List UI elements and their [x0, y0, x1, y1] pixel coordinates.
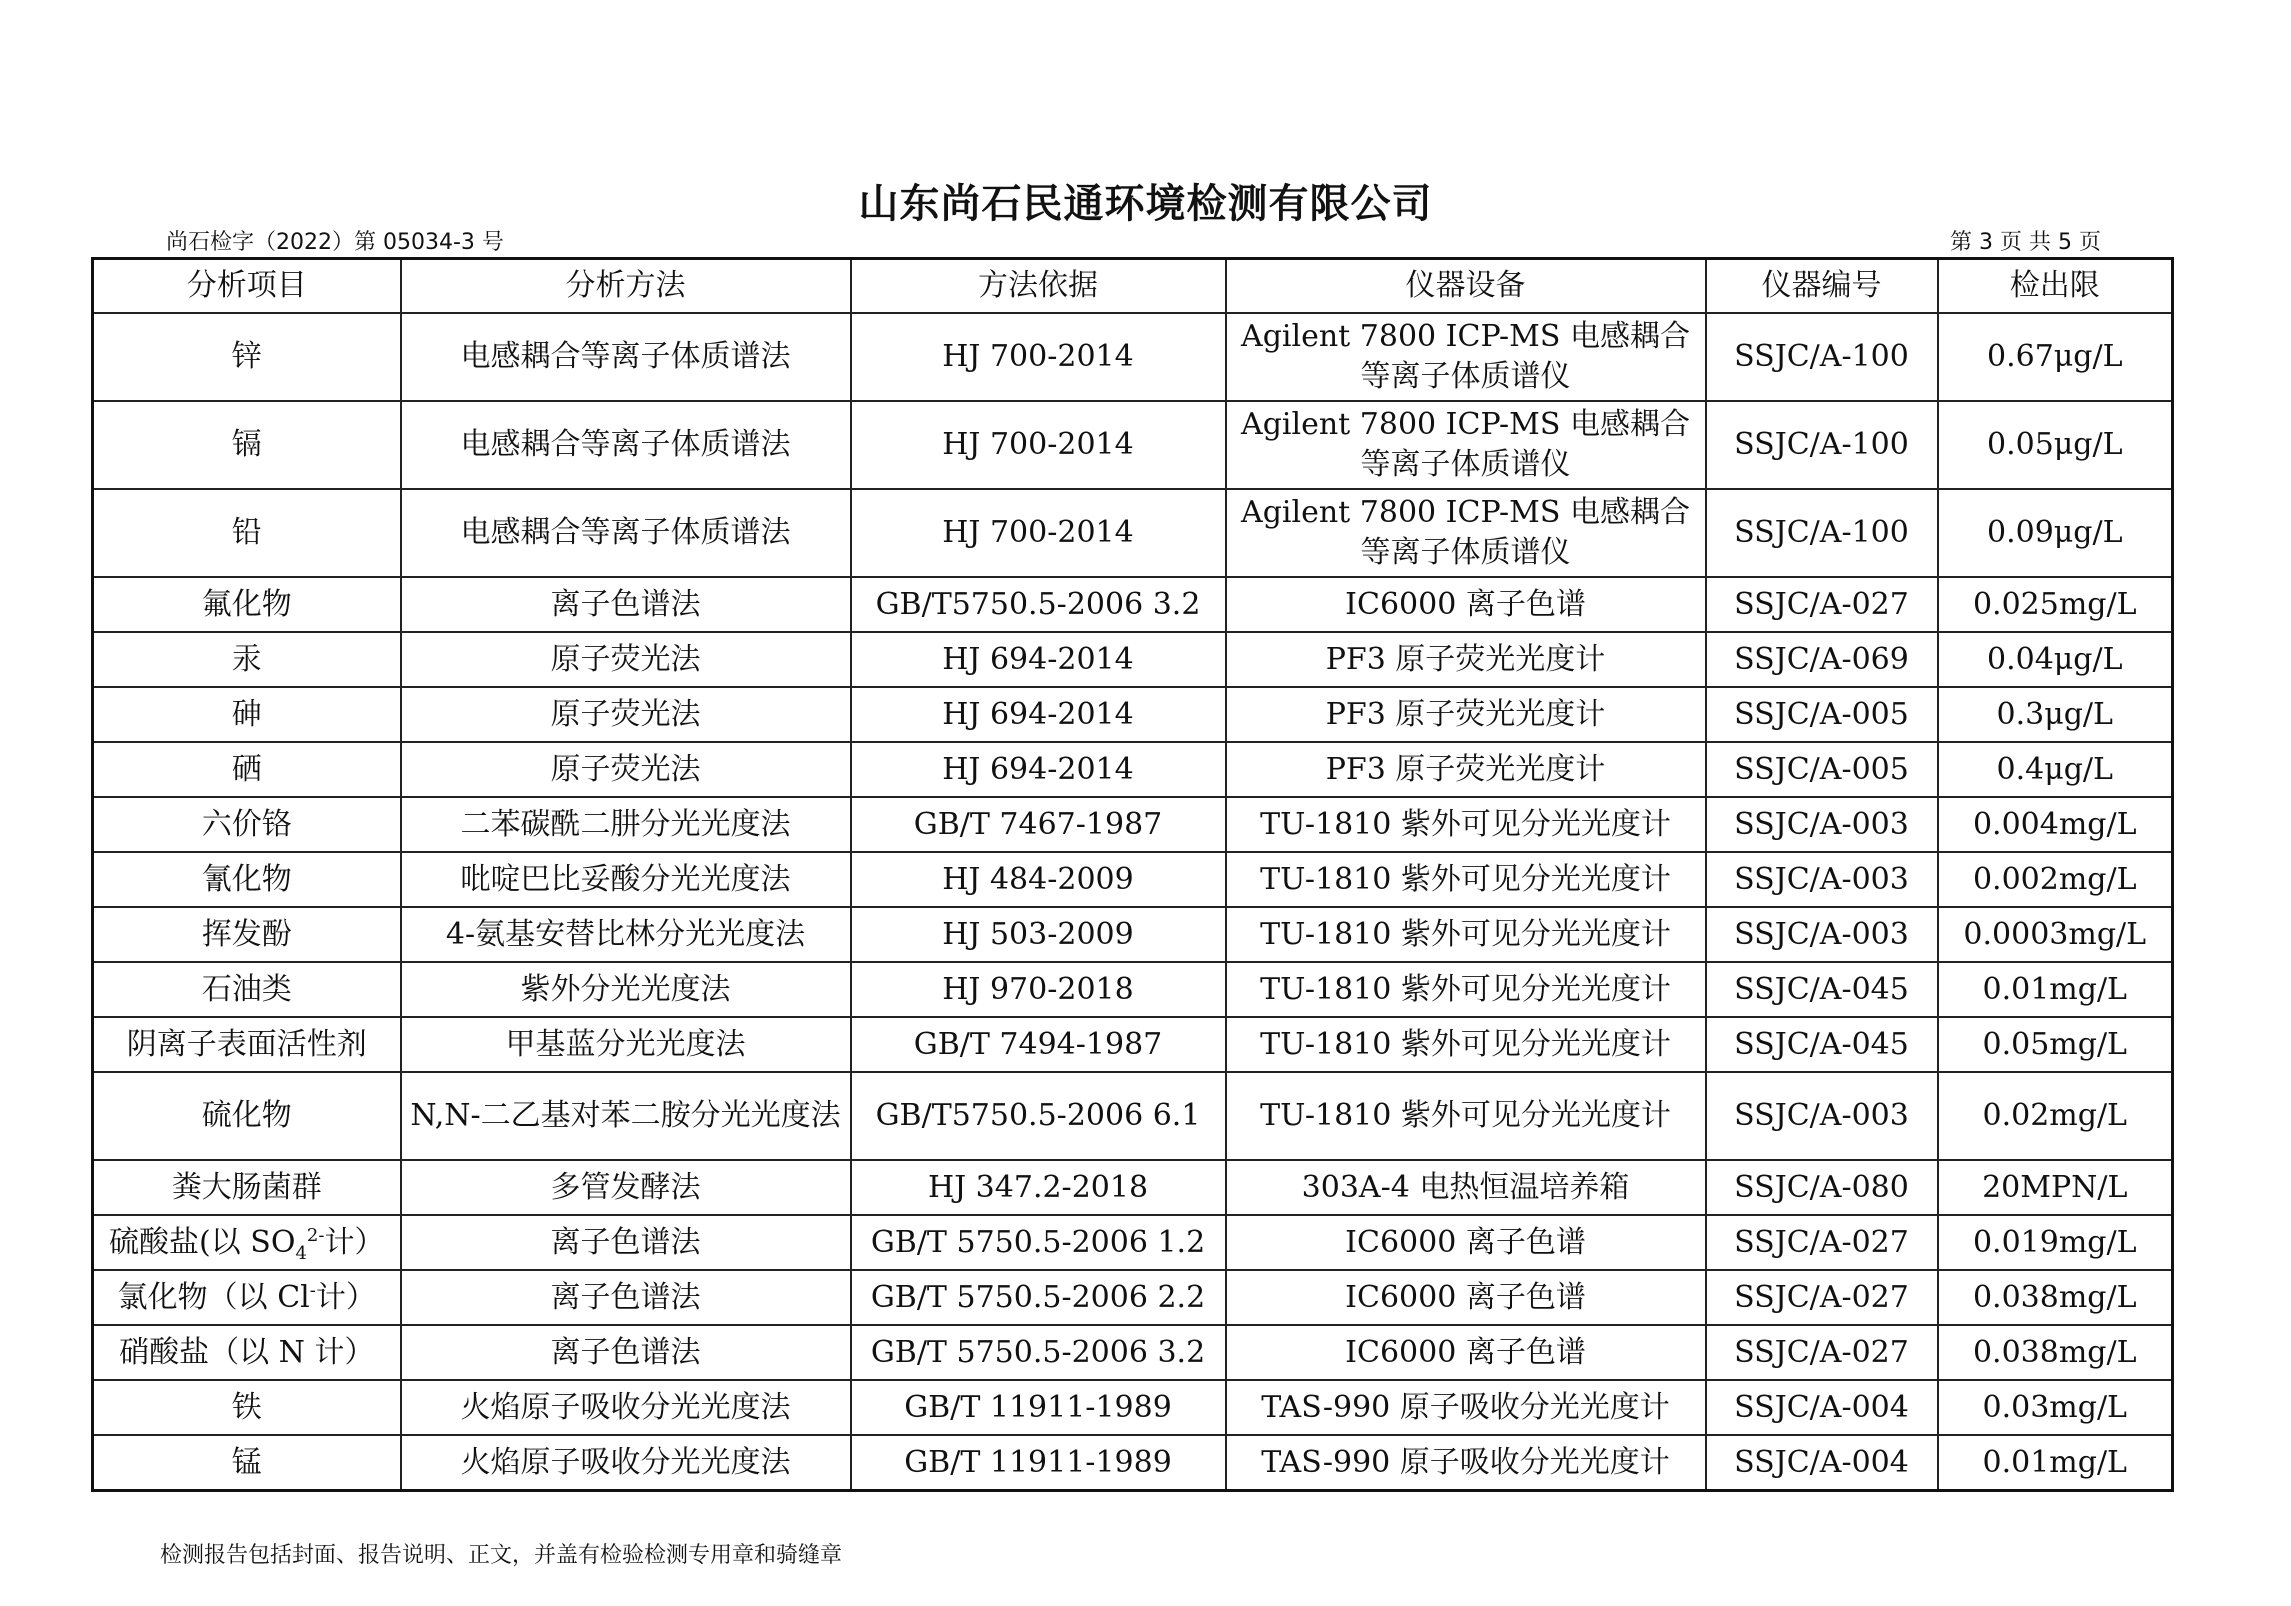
table-row: [93, 907, 2173, 962]
cell-instrument: Agilent 7800 ICP-MS 电感耦合等离子体质谱仪: [1226, 489, 1706, 577]
table-row: [93, 687, 2173, 742]
company-title: 山东尚石民通环境检测有限公司: [858, 180, 1433, 227]
footer-note: 检测报告包括封面、报告说明、正文，并盖有检验检测专用章和骑缝章: [160, 1543, 843, 1568]
cell-basis: HJ 503-2009: [851, 907, 1226, 962]
header-basis: 方法依据: [851, 259, 1226, 314]
cell-code: SSJC/A-005: [1706, 687, 1938, 742]
cell-limit: 20MPN/L: [1938, 1160, 2173, 1215]
cell-instrument: TU-1810 紫外可见分光光度计: [1226, 962, 1706, 1017]
cell-code: SSJC/A-027: [1706, 1325, 1938, 1380]
cell-method: 原子荧光法: [401, 687, 851, 742]
cell-basis: HJ 970-2018: [851, 962, 1226, 1017]
header-method: 分析方法: [401, 259, 851, 314]
cell-item: 锰: [93, 1435, 401, 1491]
cell-instrument: TAS-990 原子吸收分光光度计: [1226, 1435, 1706, 1491]
cell-code: SSJC/A-003: [1706, 797, 1938, 852]
cell-method: 原子荧光法: [401, 632, 851, 687]
table-header-row: [93, 259, 2173, 314]
cell-instrument: TU-1810 紫外可见分光光度计: [1226, 907, 1706, 962]
cell-basis: HJ 347.2-2018: [851, 1160, 1226, 1215]
cell-instrument: PF3 原子荧光光度计: [1226, 742, 1706, 797]
item-superscript: 2-: [306, 1224, 325, 1246]
cell-limit: 0.3μg/L: [1938, 687, 2173, 742]
cell-instrument: Agilent 7800 ICP-MS 电感耦合等离子体质谱仪: [1226, 401, 1706, 489]
cell-limit: 0.038mg/L: [1938, 1270, 2173, 1325]
cell-basis: GB/T 11911-1989: [851, 1435, 1226, 1491]
cell-item: 镉: [93, 401, 401, 489]
cell-instrument: TU-1810 紫外可见分光光度计: [1226, 1017, 1706, 1072]
cell-basis: HJ 700-2014: [851, 401, 1226, 489]
cell-item: 锌: [93, 313, 401, 401]
table-row: [93, 1435, 2173, 1491]
cell-item: 砷: [93, 687, 401, 742]
cell-method: 离子色谱法: [401, 1270, 851, 1325]
cell-item: 汞: [93, 632, 401, 687]
cell-instrument: TU-1810 紫外可见分光光度计: [1226, 852, 1706, 907]
item-text-post: 计）: [315, 1279, 376, 1315]
table-row: [93, 489, 2173, 577]
cell-code: SSJC/A-027: [1706, 1270, 1938, 1325]
cell-basis: GB/T5750.5-2006 3.2: [851, 577, 1226, 632]
cell-limit: 0.004mg/L: [1938, 797, 2173, 852]
analysis-methods-table: [91, 257, 2174, 1492]
cell-basis: HJ 694-2014: [851, 632, 1226, 687]
cell-limit: 0.05mg/L: [1938, 1017, 2173, 1072]
cell-instrument: Agilent 7800 ICP-MS 电感耦合等离子体质谱仪: [1226, 313, 1706, 401]
cell-basis: HJ 700-2014: [851, 313, 1226, 401]
cell-basis: GB/T 7494-1987: [851, 1017, 1226, 1072]
cell-basis: GB/T 11911-1989: [851, 1380, 1226, 1435]
cell-limit: 0.01mg/L: [1938, 962, 2173, 1017]
cell-limit: 0.02mg/L: [1938, 1072, 2173, 1160]
cell-method: 二苯碳酰二肼分光光度法: [401, 797, 851, 852]
cell-limit: 0.025mg/L: [1938, 577, 2173, 632]
table-row: [93, 313, 2173, 401]
header-item: 分析项目: [93, 259, 401, 314]
item-text-pre: 硫酸盐(以 SO: [109, 1224, 296, 1260]
cell-item: 硝酸盐（以 N 计）: [93, 1325, 401, 1380]
page-indicator: 第 3 页 共 5 页: [1950, 230, 2101, 255]
cell-item: 氟化物: [93, 577, 401, 632]
cell-limit: 0.03mg/L: [1938, 1380, 2173, 1435]
table-row: [93, 632, 2173, 687]
cell-item: 铁: [93, 1380, 401, 1435]
cell-limit: 0.019mg/L: [1938, 1215, 2173, 1270]
cell-method: N,N-二乙基对苯二胺分光光度法: [401, 1072, 851, 1160]
cell-basis: HJ 694-2014: [851, 687, 1226, 742]
cell-limit: 0.04μg/L: [1938, 632, 2173, 687]
cell-item: 六价铬: [93, 797, 401, 852]
cell-method: 电感耦合等离子体质谱法: [401, 313, 851, 401]
table-row: [93, 1325, 2173, 1380]
cell-basis: GB/T5750.5-2006 6.1: [851, 1072, 1226, 1160]
item-subscript: 4: [295, 1242, 307, 1264]
cell-limit: 0.0003mg/L: [1938, 907, 2173, 962]
cell-item: 粪大肠菌群: [93, 1160, 401, 1215]
cell-instrument: PF3 原子荧光光度计: [1226, 687, 1706, 742]
cell-item: 阴离子表面活性剂: [93, 1017, 401, 1072]
table-row: [93, 742, 2173, 797]
cell-instrument: 303A-4 电热恒温培养箱: [1226, 1160, 1706, 1215]
cell-code: SSJC/A-027: [1706, 577, 1938, 632]
cell-code: SSJC/A-045: [1706, 962, 1938, 1017]
cell-method: 电感耦合等离子体质谱法: [401, 489, 851, 577]
cell-instrument: PF3 原子荧光光度计: [1226, 632, 1706, 687]
cell-instrument: TU-1810 紫外可见分光光度计: [1226, 797, 1706, 852]
cell-code: SSJC/A-100: [1706, 489, 1938, 577]
cell-method: 多管发酵法: [401, 1160, 851, 1215]
table-row: [93, 401, 2173, 489]
cell-code: SSJC/A-100: [1706, 401, 1938, 489]
table-row: [93, 962, 2173, 1017]
cell-limit: 0.05μg/L: [1938, 401, 2173, 489]
cell-method: 吡啶巴比妥酸分光光度法: [401, 852, 851, 907]
cell-code: SSJC/A-080: [1706, 1160, 1938, 1215]
cell-method: 紫外分光光度法: [401, 962, 851, 1017]
cell-instrument: IC6000 离子色谱: [1226, 577, 1706, 632]
cell-item: 氰化物: [93, 852, 401, 907]
table-row: [93, 1380, 2173, 1435]
cell-limit: 0.67μg/L: [1938, 313, 2173, 401]
cell-method: 离子色谱法: [401, 1215, 851, 1270]
table-row: [93, 1017, 2173, 1072]
cell-method: 甲基蓝分光光度法: [401, 1017, 851, 1072]
cell-code: SSJC/A-069: [1706, 632, 1938, 687]
cell-code: SSJC/A-003: [1706, 1072, 1938, 1160]
table-row: [93, 1270, 2173, 1325]
cell-code: SSJC/A-045: [1706, 1017, 1938, 1072]
cell-limit: 0.002mg/L: [1938, 852, 2173, 907]
cell-item: 硒: [93, 742, 401, 797]
table-row: [93, 797, 2173, 852]
cell-item: 铅: [93, 489, 401, 577]
cell-basis: HJ 484-2009: [851, 852, 1226, 907]
cell-method: 离子色谱法: [401, 1325, 851, 1380]
cell-code: SSJC/A-003: [1706, 907, 1938, 962]
cell-item: 硫化物: [93, 1072, 401, 1160]
table-row: [93, 1215, 2173, 1270]
table-row: [93, 852, 2173, 907]
cell-code: SSJC/A-027: [1706, 1215, 1938, 1270]
cell-instrument: IC6000 离子色谱: [1226, 1270, 1706, 1325]
table-row: [93, 577, 2173, 632]
header-code: 仪器编号: [1706, 259, 1938, 314]
cell-method: 原子荧光法: [401, 742, 851, 797]
cell-code: SSJC/A-005: [1706, 742, 1938, 797]
cell-instrument: TAS-990 原子吸收分光光度计: [1226, 1380, 1706, 1435]
cell-limit: 0.038mg/L: [1938, 1325, 2173, 1380]
cell-method: 离子色谱法: [401, 577, 851, 632]
cell-basis: HJ 694-2014: [851, 742, 1226, 797]
cell-basis: GB/T 7467-1987: [851, 797, 1226, 852]
cell-item: 挥发酚: [93, 907, 401, 962]
table-row: [93, 1072, 2173, 1160]
cell-code: SSJC/A-004: [1706, 1380, 1938, 1435]
cell-item: [93, 1215, 401, 1270]
table-row: [93, 1160, 2173, 1215]
item-text-pre: 氯化物（以 Cl: [117, 1279, 310, 1315]
cell-item: [93, 1270, 401, 1325]
report-number: 尚石检字（2022）第 05034-3 号: [166, 230, 504, 255]
cell-basis: GB/T 5750.5-2006 3.2: [851, 1325, 1226, 1380]
cell-method: 火焰原子吸收分光光度法: [401, 1380, 851, 1435]
item-text-post: 计）: [324, 1224, 385, 1260]
cell-limit: 0.09μg/L: [1938, 489, 2173, 577]
cell-item: 石油类: [93, 962, 401, 1017]
cell-code: SSJC/A-004: [1706, 1435, 1938, 1491]
header-instrument: 仪器设备: [1226, 259, 1706, 314]
cell-limit: 0.01mg/L: [1938, 1435, 2173, 1491]
cell-method: 4-氨基安替比林分光光度法: [401, 907, 851, 962]
cell-basis: HJ 700-2014: [851, 489, 1226, 577]
header-limit: 检出限: [1938, 259, 2173, 314]
cell-basis: GB/T 5750.5-2006 1.2: [851, 1215, 1226, 1270]
item-superscript: -: [309, 1279, 316, 1301]
cell-instrument: IC6000 离子色谱: [1226, 1215, 1706, 1270]
cell-method: 火焰原子吸收分光光度法: [401, 1435, 851, 1491]
cell-code: SSJC/A-003: [1706, 852, 1938, 907]
cell-code: SSJC/A-100: [1706, 313, 1938, 401]
cell-instrument: TU-1810 紫外可见分光光度计: [1226, 1072, 1706, 1160]
cell-method: 电感耦合等离子体质谱法: [401, 401, 851, 489]
cell-basis: GB/T 5750.5-2006 2.2: [851, 1270, 1226, 1325]
cell-instrument: IC6000 离子色谱: [1226, 1325, 1706, 1380]
cell-limit: 0.4μg/L: [1938, 742, 2173, 797]
